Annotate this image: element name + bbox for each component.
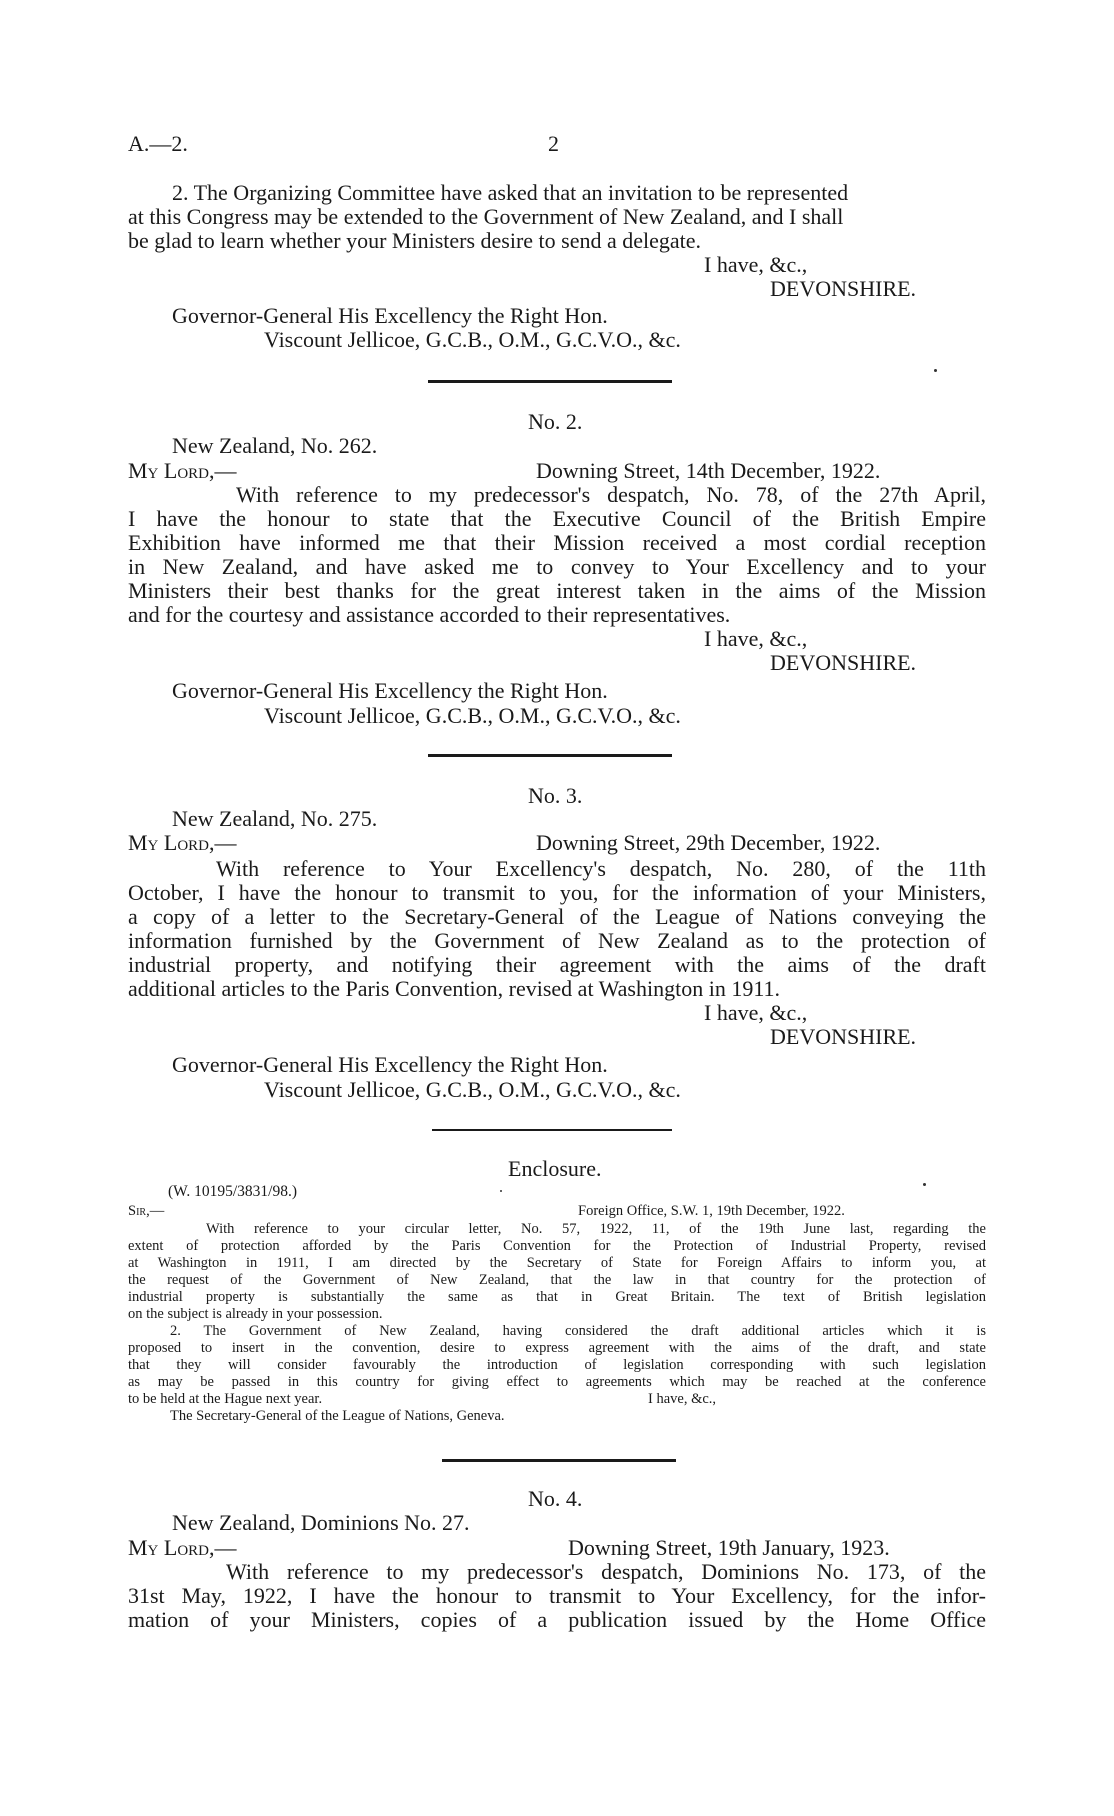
- file-reference: (W. 10195/3831/98.): [168, 1183, 298, 1200]
- addressee-line: Governor-General His Excellency the Right Hon.: [172, 303, 608, 328]
- salutation: My Lord,—: [128, 1535, 237, 1560]
- section-divider: [428, 380, 672, 383]
- body-line: 31st May, 1922, I have the honour to transmit to Your Excellency, for the infor-: [128, 1583, 986, 1608]
- despatch-reference: New Zealand, Dominions No. 27.: [172, 1510, 470, 1535]
- stray-mark: [934, 369, 937, 372]
- body-line: and for the courtesy and assistance accorded to their representatives.: [128, 602, 731, 627]
- addressee-line: Viscount Jellicoe, G.C.B., O.M., G.C.V.O., &c.: [264, 327, 681, 352]
- section-divider: [428, 754, 672, 757]
- body-line: proposed to insert in the convention, desire to express agreement with the aims of the draft, and state: [128, 1340, 986, 1356]
- body-line: October, I have the honour to transmit to you, for the information of your Ministers,: [128, 880, 986, 905]
- body-line: With reference to my predecessor's despatch, Dominions No. 173, of the: [226, 1559, 986, 1584]
- closing: I have, &c.,: [704, 626, 808, 651]
- body-line: a copy of a letter to the Secretary-General of the League of Nations conveying the: [128, 904, 986, 929]
- addressee-line: The Secretary-General of the League of Nations, Geneva.: [170, 1408, 505, 1424]
- body-line: Ministers their best thanks for the great interest taken in the aims of the Mission: [128, 578, 986, 603]
- despatch-number: No. 3.: [528, 783, 583, 808]
- despatch-number: No. 4.: [528, 1486, 583, 1511]
- closing: I have, &c.,: [648, 1391, 717, 1407]
- closing: I have, &c.,: [704, 252, 808, 277]
- section-divider: [442, 1459, 676, 1462]
- body-line: mation of your Ministers, copies of a publication issued by the Home Office: [128, 1607, 986, 1632]
- body-line: extent of protection afforded by the Paris Convention for the Protection of Industrial Property, revised: [128, 1238, 986, 1254]
- body-line: Exhibition have informed me that their Mission received a most cordial reception: [128, 530, 986, 555]
- despatch-reference: New Zealand, No. 275.: [172, 806, 378, 831]
- enclosure-heading: Enclosure.: [508, 1156, 602, 1181]
- page-number: 2: [548, 131, 559, 156]
- body-line: to be held at the Hague next year.: [128, 1391, 323, 1407]
- place-date: Foreign Office, S.W. 1, 19th December, 1922.: [578, 1203, 845, 1219]
- place-date: Downing Street, 29th December, 1922.: [536, 830, 881, 855]
- closing: I have, &c.,: [704, 1000, 808, 1025]
- salutation: My Lord,—: [128, 458, 237, 483]
- signature: DEVONSHIRE.: [770, 650, 917, 675]
- despatch-reference: New Zealand, No. 262.: [172, 433, 378, 458]
- addressee-line: Viscount Jellicoe, G.C.B., O.M., G.C.V.O., &c.: [264, 703, 681, 728]
- body-line: With reference to Your Excellency's despatch, No. 280, of the 11th: [216, 856, 986, 881]
- addressee-line: Viscount Jellicoe, G.C.B., O.M., G.C.V.O., &c.: [264, 1077, 681, 1102]
- body-line: be glad to learn whether your Ministers desire to send a delegate.: [128, 228, 702, 253]
- document-code: A.—2.: [128, 131, 188, 156]
- stray-mark: [500, 1190, 502, 1192]
- body-line: that they will consider favourably the introduction of legislation corresponding with such legislation: [128, 1357, 986, 1373]
- body-line: at Washington in 1911, I am directed by the Secretary of State for Foreign Affairs to inform you, at: [128, 1255, 986, 1271]
- despatch-number: No. 2.: [528, 409, 583, 434]
- body-line: 2. The Government of New Zealand, having considered the draft additional articles which it is: [170, 1323, 986, 1339]
- body-line: the request of the Government of New Zealand, that the law in that country for the protection of: [128, 1272, 986, 1288]
- signature: DEVONSHIRE.: [770, 1024, 917, 1049]
- signature: DEVONSHIRE.: [770, 276, 917, 301]
- body-line: in New Zealand, and have asked me to convey to Your Excellency and to your: [128, 554, 986, 579]
- section-divider: [432, 1129, 672, 1131]
- salutation: Sir,—: [128, 1203, 165, 1219]
- stray-mark: [923, 1183, 926, 1186]
- addressee-line: Governor-General His Excellency the Right Hon.: [172, 1052, 608, 1077]
- body-line: as may be passed in this country for giving effect to agreements which may be reached at the conference: [128, 1374, 986, 1390]
- addressee-line: Governor-General His Excellency the Right Hon.: [172, 678, 608, 703]
- body-line: With reference to your circular letter, No. 57, 1922, 11, of the 19th June last, regarding the: [206, 1221, 986, 1237]
- salutation: My Lord,—: [128, 830, 237, 855]
- body-line: on the subject is already in your possession.: [128, 1306, 383, 1322]
- body-line: at this Congress may be extended to the Government of New Zealand, and I shall: [128, 204, 844, 229]
- body-line: additional articles to the Paris Convention, revised at Washington in 1911.: [128, 976, 781, 1001]
- body-line: 2. The Organizing Committee have asked that an invitation to be represented: [172, 180, 849, 205]
- place-date: Downing Street, 14th December, 1922.: [536, 458, 881, 483]
- place-date: Downing Street, 19th January, 1923.: [568, 1535, 890, 1560]
- body-line: With reference to my predecessor's despatch, No. 78, of the 27th April,: [236, 482, 986, 507]
- body-line: information furnished by the Government of New Zealand as to the protection of: [128, 928, 986, 953]
- body-line: industrial property is substantially the same as that in Great Britain. The text of British legislation: [128, 1289, 986, 1305]
- body-line: I have the honour to state that the Executive Council of the British Empire: [128, 506, 986, 531]
- body-line: industrial property, and notifying their agreement with the aims of the draft: [128, 952, 986, 977]
